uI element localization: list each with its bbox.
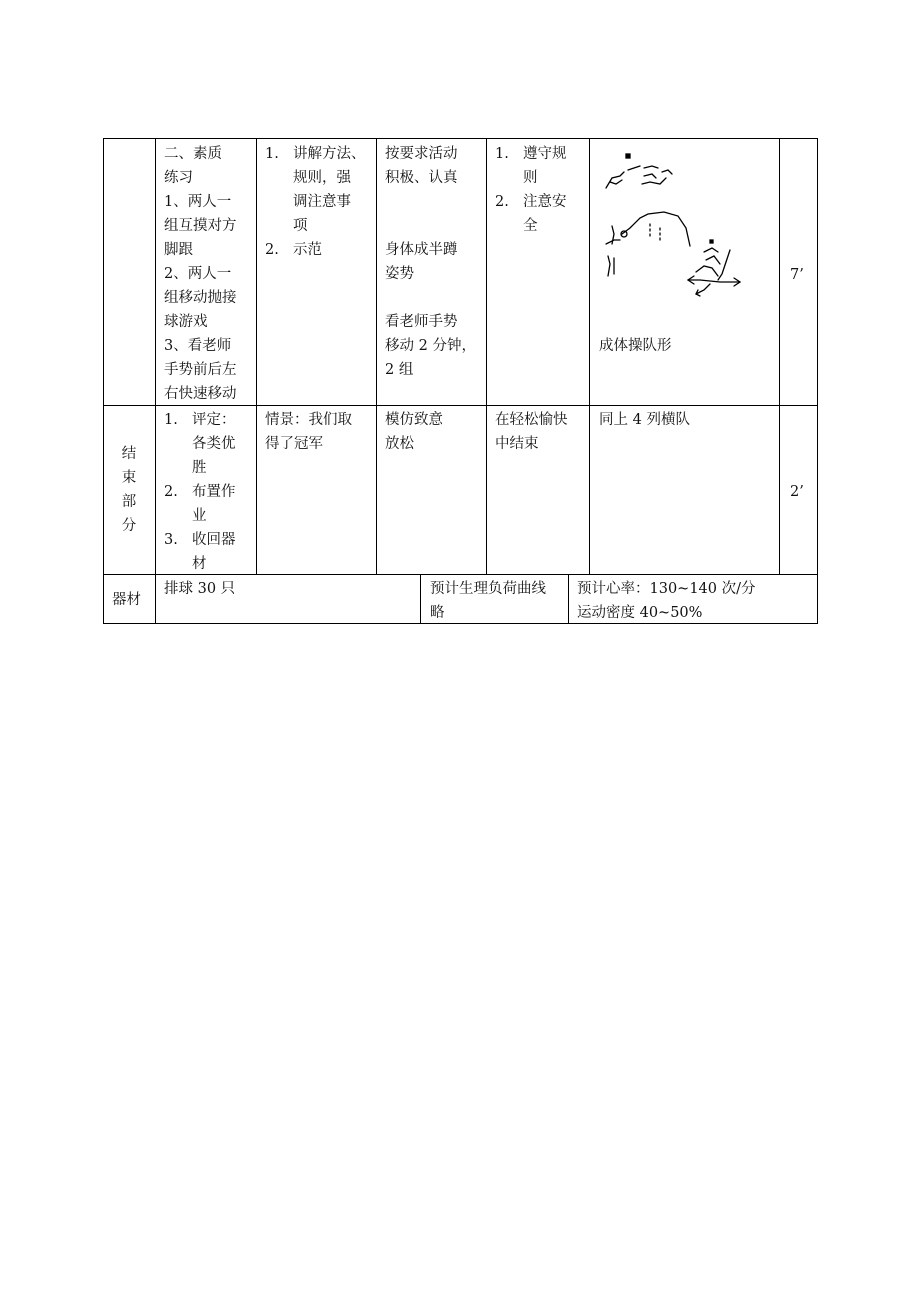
content-line: 球游戏 <box>164 314 208 330</box>
teacher-line: 得了冠军 <box>265 436 323 452</box>
list-number: 1. <box>495 146 509 162</box>
student-line: 放松 <box>385 436 414 452</box>
time-cell: 2’ <box>790 484 804 500</box>
content-line: 练习 <box>164 170 193 186</box>
quality-content <box>164 142 254 406</box>
content-line: 二、素质 <box>164 146 222 162</box>
content-line: 2、两人一 <box>164 266 232 282</box>
requirement-line: 遵守规 <box>523 146 567 162</box>
list-number: 1. <box>265 146 279 162</box>
requirement-line: 在轻松愉快 <box>495 412 568 428</box>
list-number: 1. <box>164 412 178 428</box>
content-line: 脚跟 <box>164 242 193 258</box>
list-number: 2. <box>164 484 178 500</box>
end-requirements <box>495 408 587 456</box>
end-student-activity <box>385 408 485 456</box>
teacher-line: 示范 <box>293 242 322 258</box>
content-line: 组移动抛接 <box>164 290 237 306</box>
teacher-line: 调注意事 <box>293 194 351 210</box>
student-line: 身体成半蹲 <box>385 242 458 258</box>
content-line: 手势前后左 <box>164 362 237 378</box>
section-char: 束 <box>121 470 137 486</box>
content-line: 布置作 <box>192 484 236 500</box>
student-line: 积极、认真 <box>385 170 458 186</box>
heart-rate <box>577 577 756 625</box>
student-line: 移动 2 分钟， <box>385 338 476 354</box>
content-line: 各类优 <box>192 436 236 452</box>
equipment-label: 器材 <box>112 592 141 608</box>
load-curve-line: 略 <box>430 605 445 621</box>
teacher-line: 讲解方法、 <box>293 146 366 162</box>
quality-student-activity <box>385 142 485 382</box>
student-line: 2 组 <box>385 362 414 378</box>
content-line: 业 <box>192 508 207 524</box>
end-organization: 同上 4 列横队 <box>599 412 690 428</box>
section-label-end <box>119 442 139 538</box>
teacher-line: 情景：我们取 <box>265 412 352 428</box>
section-char: 部 <box>121 494 137 510</box>
equipment-value: 排球 30 只 <box>164 581 236 597</box>
content-line: 胜 <box>192 460 207 476</box>
list-number: 3. <box>164 532 178 548</box>
time-cell: 7’ <box>790 267 804 283</box>
student-line: 看老师手势 <box>385 314 458 330</box>
load-curve <box>430 577 546 625</box>
quality-requirements <box>495 142 587 238</box>
requirement-line: 全 <box>523 218 538 234</box>
content-line: 1、两人一 <box>164 194 232 210</box>
requirement-line: 则 <box>523 170 538 186</box>
list-number: 2. <box>495 194 509 210</box>
formation-sketch-figure <box>600 148 760 308</box>
content-line: 材 <box>192 556 207 572</box>
end-teacher-activity <box>265 408 375 456</box>
requirement-line: 中结束 <box>495 436 539 452</box>
list-number: 2. <box>265 242 279 258</box>
content-line: 右快速移动 <box>164 386 237 402</box>
teacher-line: 项 <box>293 218 308 234</box>
heart-rate-line: 运动密度 40~50% <box>577 605 703 621</box>
quality-teacher-activity <box>265 142 375 262</box>
content-line: 评定： <box>192 412 236 428</box>
student-line: 姿势 <box>385 266 414 282</box>
student-line: 模仿致意 <box>385 412 443 428</box>
organization-caption: 成体操队形 <box>599 338 672 354</box>
content-line: 3、看老师 <box>164 338 232 354</box>
requirement-line: 注意安 <box>523 194 567 210</box>
end-content <box>164 408 254 576</box>
student-line: 按要求活动 <box>385 146 458 162</box>
content-line: 组互摸对方 <box>164 218 237 234</box>
teacher-line: 规则，强 <box>293 170 351 186</box>
heart-rate-line: 预计心率：130~140 次/分 <box>577 581 756 597</box>
load-curve-line: 预计生理负荷曲线 <box>430 581 546 597</box>
content-line: 收回器 <box>192 532 236 548</box>
section-char: 分 <box>121 518 137 534</box>
section-char: 结 <box>121 446 137 462</box>
